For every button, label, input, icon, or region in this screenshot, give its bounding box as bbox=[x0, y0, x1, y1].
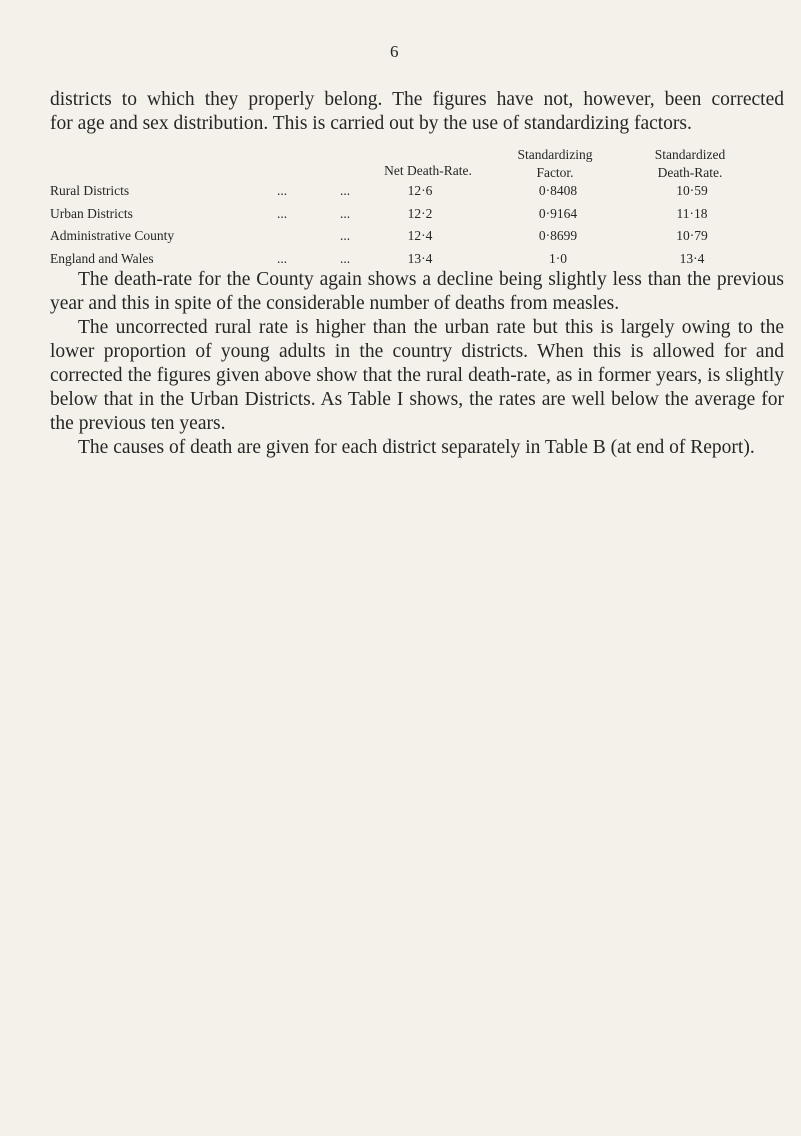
row-name: England and Wales bbox=[50, 250, 154, 266]
paragraph-county-decline: The death-rate for the County again shows a decline being slightly less than the previous year and this in spite of the considerable number of deaths from measles. bbox=[50, 269, 784, 314]
row-leader-dots: ... bbox=[340, 205, 351, 221]
page-number: 6 bbox=[390, 42, 399, 61]
row-net-death-rate: 12·4 bbox=[407, 228, 433, 243]
row-standardized-death-rate: 10·59 bbox=[676, 183, 708, 198]
row-standardized-death-rate: 11·18 bbox=[676, 205, 708, 221]
table-row bbox=[50, 182, 784, 205]
row-leader-dots: ... bbox=[340, 250, 351, 266]
death-rate-table bbox=[50, 146, 784, 272]
row-net-death-rate: 13·4 bbox=[407, 250, 433, 266]
intro-line-1: districts to which they properly belong. The figures have not, however, been corrected bbox=[50, 89, 784, 110]
table-row bbox=[50, 227, 784, 250]
row-leader-dots: ... bbox=[277, 250, 288, 266]
row-standardized-death-rate: 10·79 bbox=[676, 228, 708, 243]
row-standardizing-factor: 0·8408 bbox=[538, 183, 578, 198]
row-leader-dots: ... bbox=[340, 183, 351, 198]
intro-paragraph bbox=[50, 88, 784, 136]
header-standardizing-factor-line-2: Factor. bbox=[536, 165, 574, 180]
row-leader-dots: ... bbox=[340, 228, 351, 243]
row-standardizing-factor: 0·9164 bbox=[538, 205, 578, 221]
header-standardizing-factor bbox=[490, 146, 620, 182]
row-standardizing-factor: 0·8699 bbox=[538, 228, 578, 243]
paragraph-rural-urban: The uncorrected rural rate is higher than the urban rate but this is largely owing to the lower proportion of young adults in the country districts. When this is allowed for and corrected the figures given above show that the rural death-rate, as in former years, is slightly below that in the Urban Districts. As Table I shows, the rates are well below the average for the previous ten years. bbox=[50, 317, 784, 434]
row-net-death-rate: 12·2 bbox=[407, 205, 433, 221]
header-net-death-rate: Net Death-Rate. bbox=[384, 163, 472, 178]
row-standardizing-factor: 1·0 bbox=[549, 250, 567, 266]
body-text bbox=[50, 268, 784, 460]
intro-line-2: for age and sex distribution. This is carried out by the use of standardizing factors. bbox=[50, 113, 692, 134]
row-leader-dots: ... bbox=[277, 205, 288, 221]
header-standardizing-factor-line-1: Standardizing bbox=[517, 147, 593, 162]
row-name: Administrative County bbox=[50, 228, 175, 243]
header-standardized-death-rate-line-1: Standardized bbox=[654, 147, 726, 162]
row-name: Rural Districts bbox=[50, 183, 130, 198]
table-row bbox=[50, 205, 784, 228]
row-leader-dots: ... bbox=[277, 183, 288, 198]
row-net-death-rate: 12·6 bbox=[407, 183, 433, 198]
paragraph-causes-of-death: The causes of death are given for each district separately in Table B (at end of Report). bbox=[78, 437, 755, 458]
header-standardized-death-rate-line-2: Death-Rate. bbox=[657, 165, 723, 180]
row-name: Urban Districts bbox=[50, 205, 133, 221]
table-header bbox=[50, 146, 784, 182]
header-standardized-death-rate bbox=[625, 146, 755, 182]
row-standardized-death-rate: 13·4 bbox=[679, 250, 705, 266]
